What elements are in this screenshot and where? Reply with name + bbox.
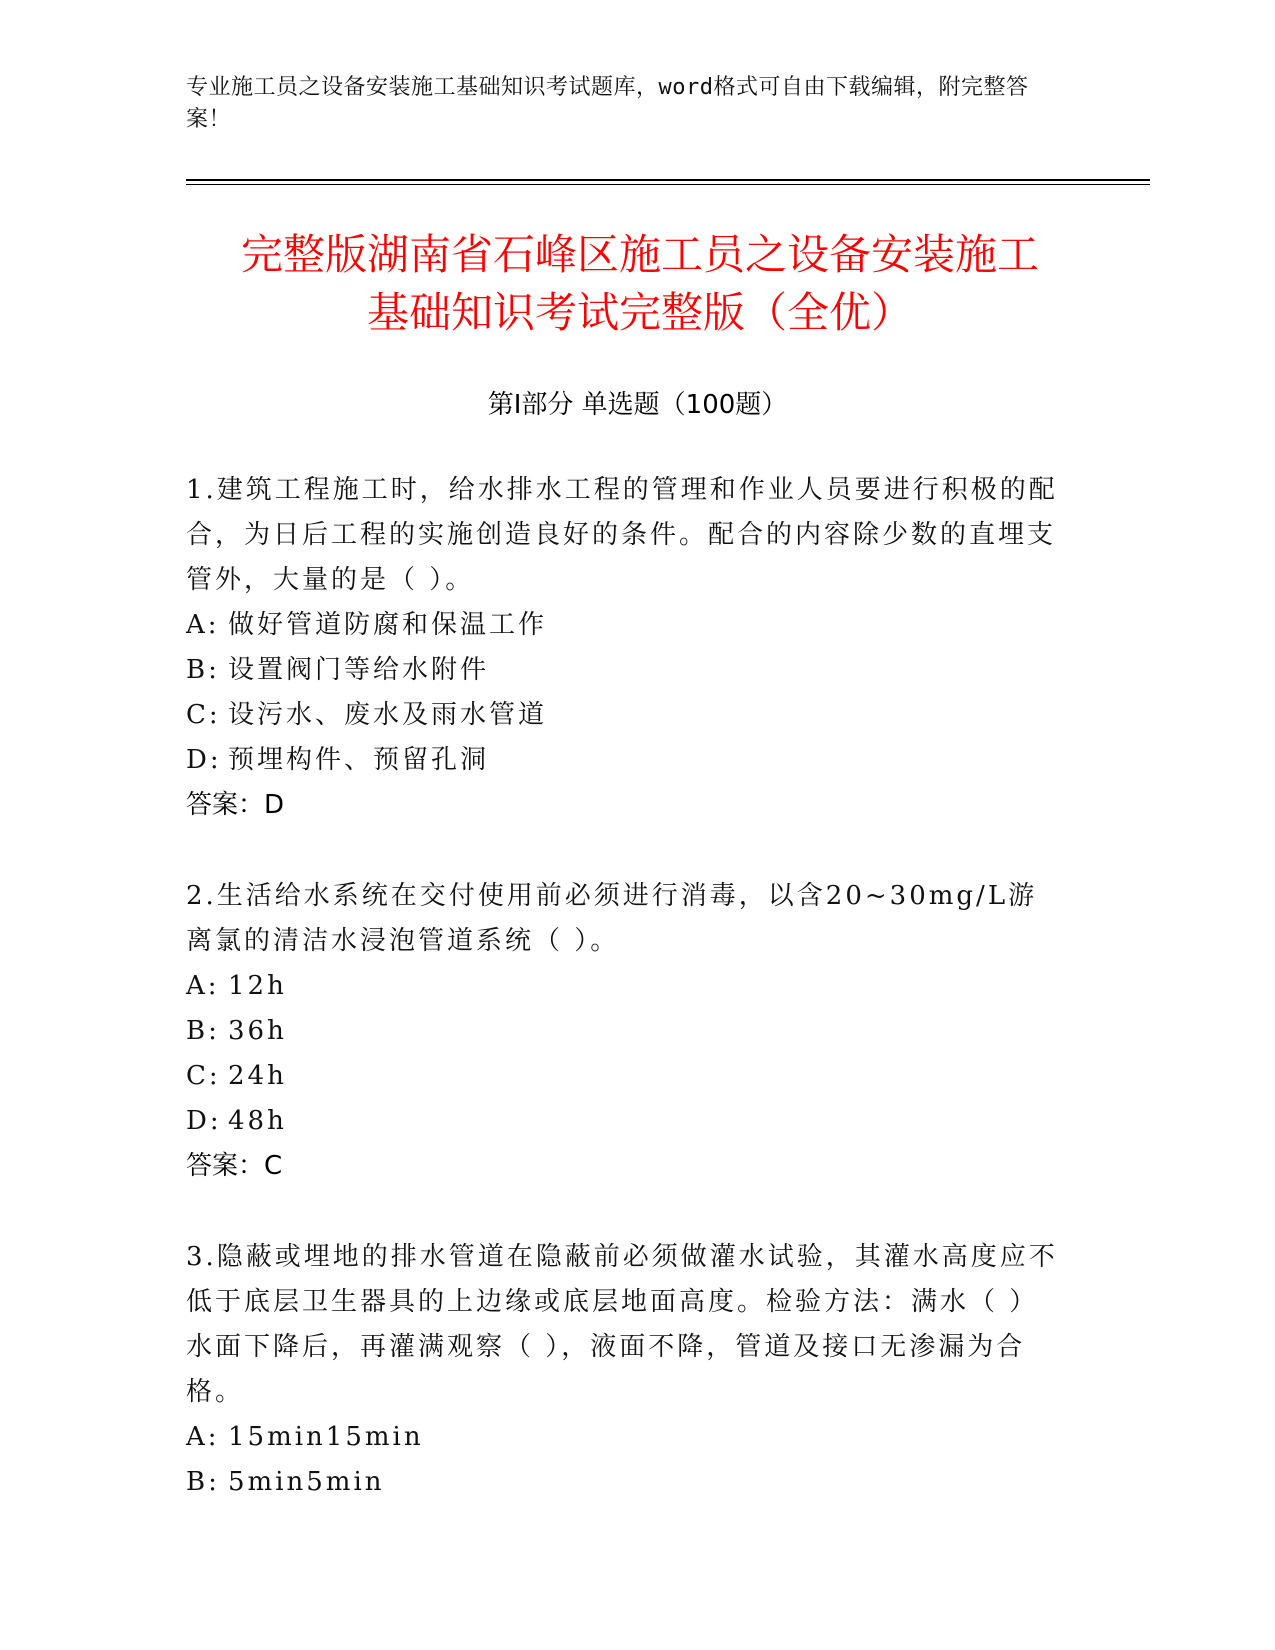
document-title-line2: 基础知识考试完整版（全优）: [366, 288, 913, 337]
option-text: 48h: [228, 1106, 287, 1136]
option-text: 12h: [228, 971, 287, 1001]
question-list: [186, 468, 1066, 1551]
answer-option: [186, 648, 1066, 693]
question-item: [186, 874, 1066, 1189]
option-key: D:: [186, 1106, 222, 1136]
section-title: 第Ⅰ部分 单选题（100题）: [487, 390, 788, 420]
option-text: 设置阀门等给水附件: [228, 655, 490, 685]
correct-answer: 答案：D: [186, 790, 285, 820]
answer-option: [186, 1415, 1066, 1460]
header-note: 专业施工员之设备安装施工基础知识考试题库，word格式可自由下载编辑，附完整答案！: [186, 75, 1029, 132]
option-key: C:: [186, 1061, 221, 1091]
correct-answer: 答案：C: [186, 1151, 283, 1181]
option-key: C:: [186, 700, 221, 730]
option-text: 5min5min: [228, 1467, 385, 1497]
option-key: B:: [186, 1016, 220, 1046]
header-rule-thin: [186, 184, 1150, 185]
option-key: A:: [186, 1422, 220, 1452]
answer-option: [186, 1009, 1066, 1054]
answer-option: [186, 693, 1066, 738]
option-text: 15min15min: [228, 1422, 424, 1452]
option-key: B:: [186, 655, 220, 685]
question-stem: 2.生活给水系统在交付使用前必须进行消毒，以含20~30mg/L游离氯的清洁水浸泡管道系统（ ）。: [186, 881, 1038, 956]
answer-option: [186, 603, 1066, 648]
document-title-line1: 完整版湖南省石峰区施工员之设备安装施工: [240, 230, 1039, 279]
answer-option: [186, 964, 1066, 1009]
answer-option: [186, 1054, 1066, 1099]
option-key: D:: [186, 745, 222, 775]
header-rule-thick: [186, 179, 1150, 181]
option-text: 设污水、废水及雨水管道: [228, 700, 548, 730]
question-item: [186, 1235, 1066, 1505]
answer-option: [186, 1099, 1066, 1144]
question-stem: 1.建筑工程施工时，给水排水工程的管理和作业人员要进行积极的配合，为日后工程的实施创造良好的条件。配合的内容除少数的直埋支管外，大量的是（ ）。: [186, 475, 1058, 595]
option-text: 36h: [228, 1016, 287, 1046]
question-stem: 3.隐蔽或埋地的排水管道在隐蔽前必须做灌水试验，其灌水高度应不低于底层卫生器具的上边缘或底层地面高度。检验方法：满水（ ）水面下降后，再灌满观察（ ），液面不降，管道及接口无渗漏为合格。: [186, 1242, 1058, 1407]
option-key: A:: [186, 971, 220, 1001]
option-text: 24h: [228, 1061, 287, 1091]
option-key: B:: [186, 1467, 220, 1497]
question-item: [186, 468, 1066, 828]
answer-option: [186, 1460, 1066, 1505]
option-key: A:: [186, 610, 220, 640]
answer-option: [186, 738, 1066, 783]
option-text: 做好管道防腐和保温工作: [228, 610, 548, 640]
option-text: 预埋构件、预留孔洞: [228, 745, 490, 775]
document-title: [150, 226, 1130, 342]
